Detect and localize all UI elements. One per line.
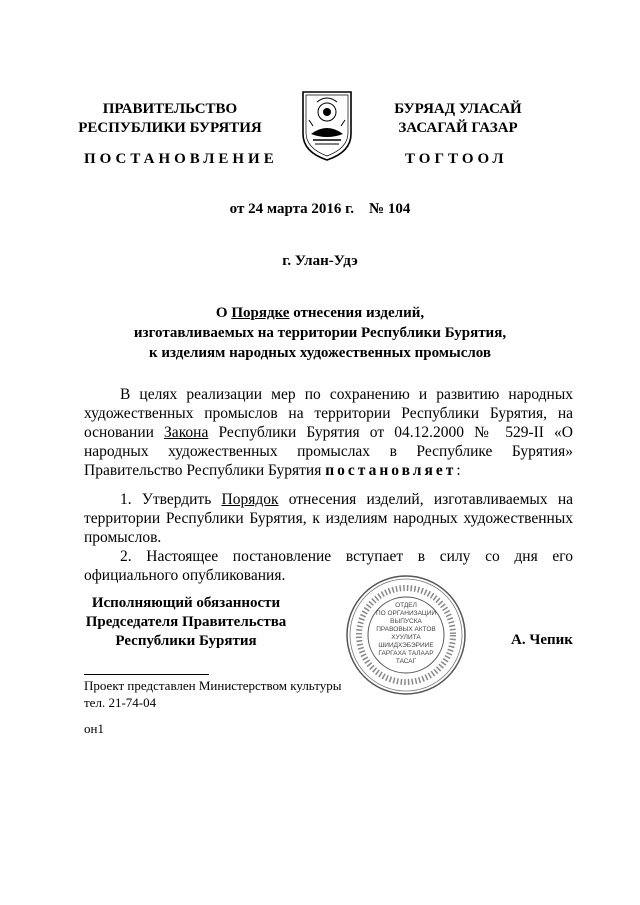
- header-right-line1: БУРЯАД УЛАСАЙ: [394, 101, 522, 117]
- stamp-line5: ХУУЛИТА: [391, 634, 421, 641]
- p2-text-b: отнесения изделий, изготавливаемых на территории Республики Бурятия, к изделиям народных художественных промыслов.: [84, 491, 573, 546]
- header-right-line2: ЗАСАГАЙ ГАЗАР: [398, 120, 518, 136]
- header-right: [358, 100, 558, 138]
- title-line1: [80, 303, 560, 323]
- date-number: от 24 марта 2016 г. № 104: [229, 201, 411, 217]
- header-left-line1: ПРАВИТЕЛЬСТВО: [102, 101, 238, 117]
- body-paragraph-2: [84, 490, 573, 547]
- stamp-line7: ГАРГАХА ТАЛААР: [378, 650, 434, 657]
- footer-notes: [84, 677, 341, 711]
- stamp-line4: ПРАВОВЫХ АКТОВ: [376, 626, 436, 633]
- footer-note: Проект представлен Министерством культуры: [84, 678, 342, 693]
- title-link-poryadok[interactable]: Порядке: [231, 305, 290, 321]
- body-paragraph-1: [84, 385, 573, 480]
- stamp-line6: ШИИДХЭБЭРИИЕ: [378, 642, 434, 649]
- stamp-line3: ВЫПУСКА: [390, 618, 422, 625]
- signature-line2: Председателя Правительства: [85, 614, 287, 630]
- title-line2: изготавливаемых на территории Республики Бурятия,: [133, 325, 507, 341]
- body-paragraph-3: 2. Настоящее постановление вступает в силу со дня его официального опубликования.: [84, 548, 573, 584]
- signature-line1: Исполняющий обязанности: [91, 595, 281, 611]
- stamp-line8: ТАСАГ: [395, 658, 417, 665]
- signature-line3: Республики Бурятия: [115, 633, 257, 649]
- stamp-line2: ПО ОРГАНИЗАЦИИ: [375, 610, 437, 617]
- signer-name: А. Чепик: [511, 632, 573, 648]
- document-title: [80, 303, 560, 363]
- p2-text-a: 1. Утвердить: [120, 491, 222, 508]
- title-suffix: отнесения изделий,: [289, 305, 425, 321]
- city: г. Улан-Удэ: [282, 253, 358, 269]
- header-left: [70, 100, 270, 138]
- footer-phone: тел. 21-74-04: [84, 695, 157, 710]
- header-left-line2: РЕСПУБЛИКИ БУРЯТИЯ: [78, 120, 262, 136]
- stamp-line1: ОТДЕЛ: [395, 602, 417, 609]
- footer-divider: [84, 674, 209, 675]
- signature-block: [72, 594, 300, 651]
- p1-text-b: Республики Бурятия от 04.12.2000 № 529-II «О народных художественных промыслах в Республике Бурятия» Правительство Республики Бурятия: [84, 424, 573, 479]
- p1-text-a: В целях реализации мер по сохранению и развитию народных художественных промыслов на территории Республики Бурятия, на основании: [84, 386, 573, 441]
- footer-code: он1: [84, 721, 104, 736]
- p1-postanovlyaet: постановляет: [325, 462, 457, 479]
- title-prefix: О: [215, 305, 232, 321]
- title-line3: к изделиям народных художественных промыслов: [148, 345, 492, 361]
- stamp-text: [368, 602, 444, 666]
- p1-end: :: [456, 462, 461, 479]
- coat-of-arms-emblem: [301, 90, 353, 162]
- doc-type-left: ПОСТАНОВЛЕНИЕ: [84, 151, 278, 167]
- p1-link-zakon[interactable]: Закона: [164, 424, 209, 441]
- official-seal-stamp: [345, 574, 467, 696]
- doc-type-right: ТОГТООЛ: [405, 151, 508, 167]
- p2-link-poryadok[interactable]: Порядок: [221, 491, 279, 508]
